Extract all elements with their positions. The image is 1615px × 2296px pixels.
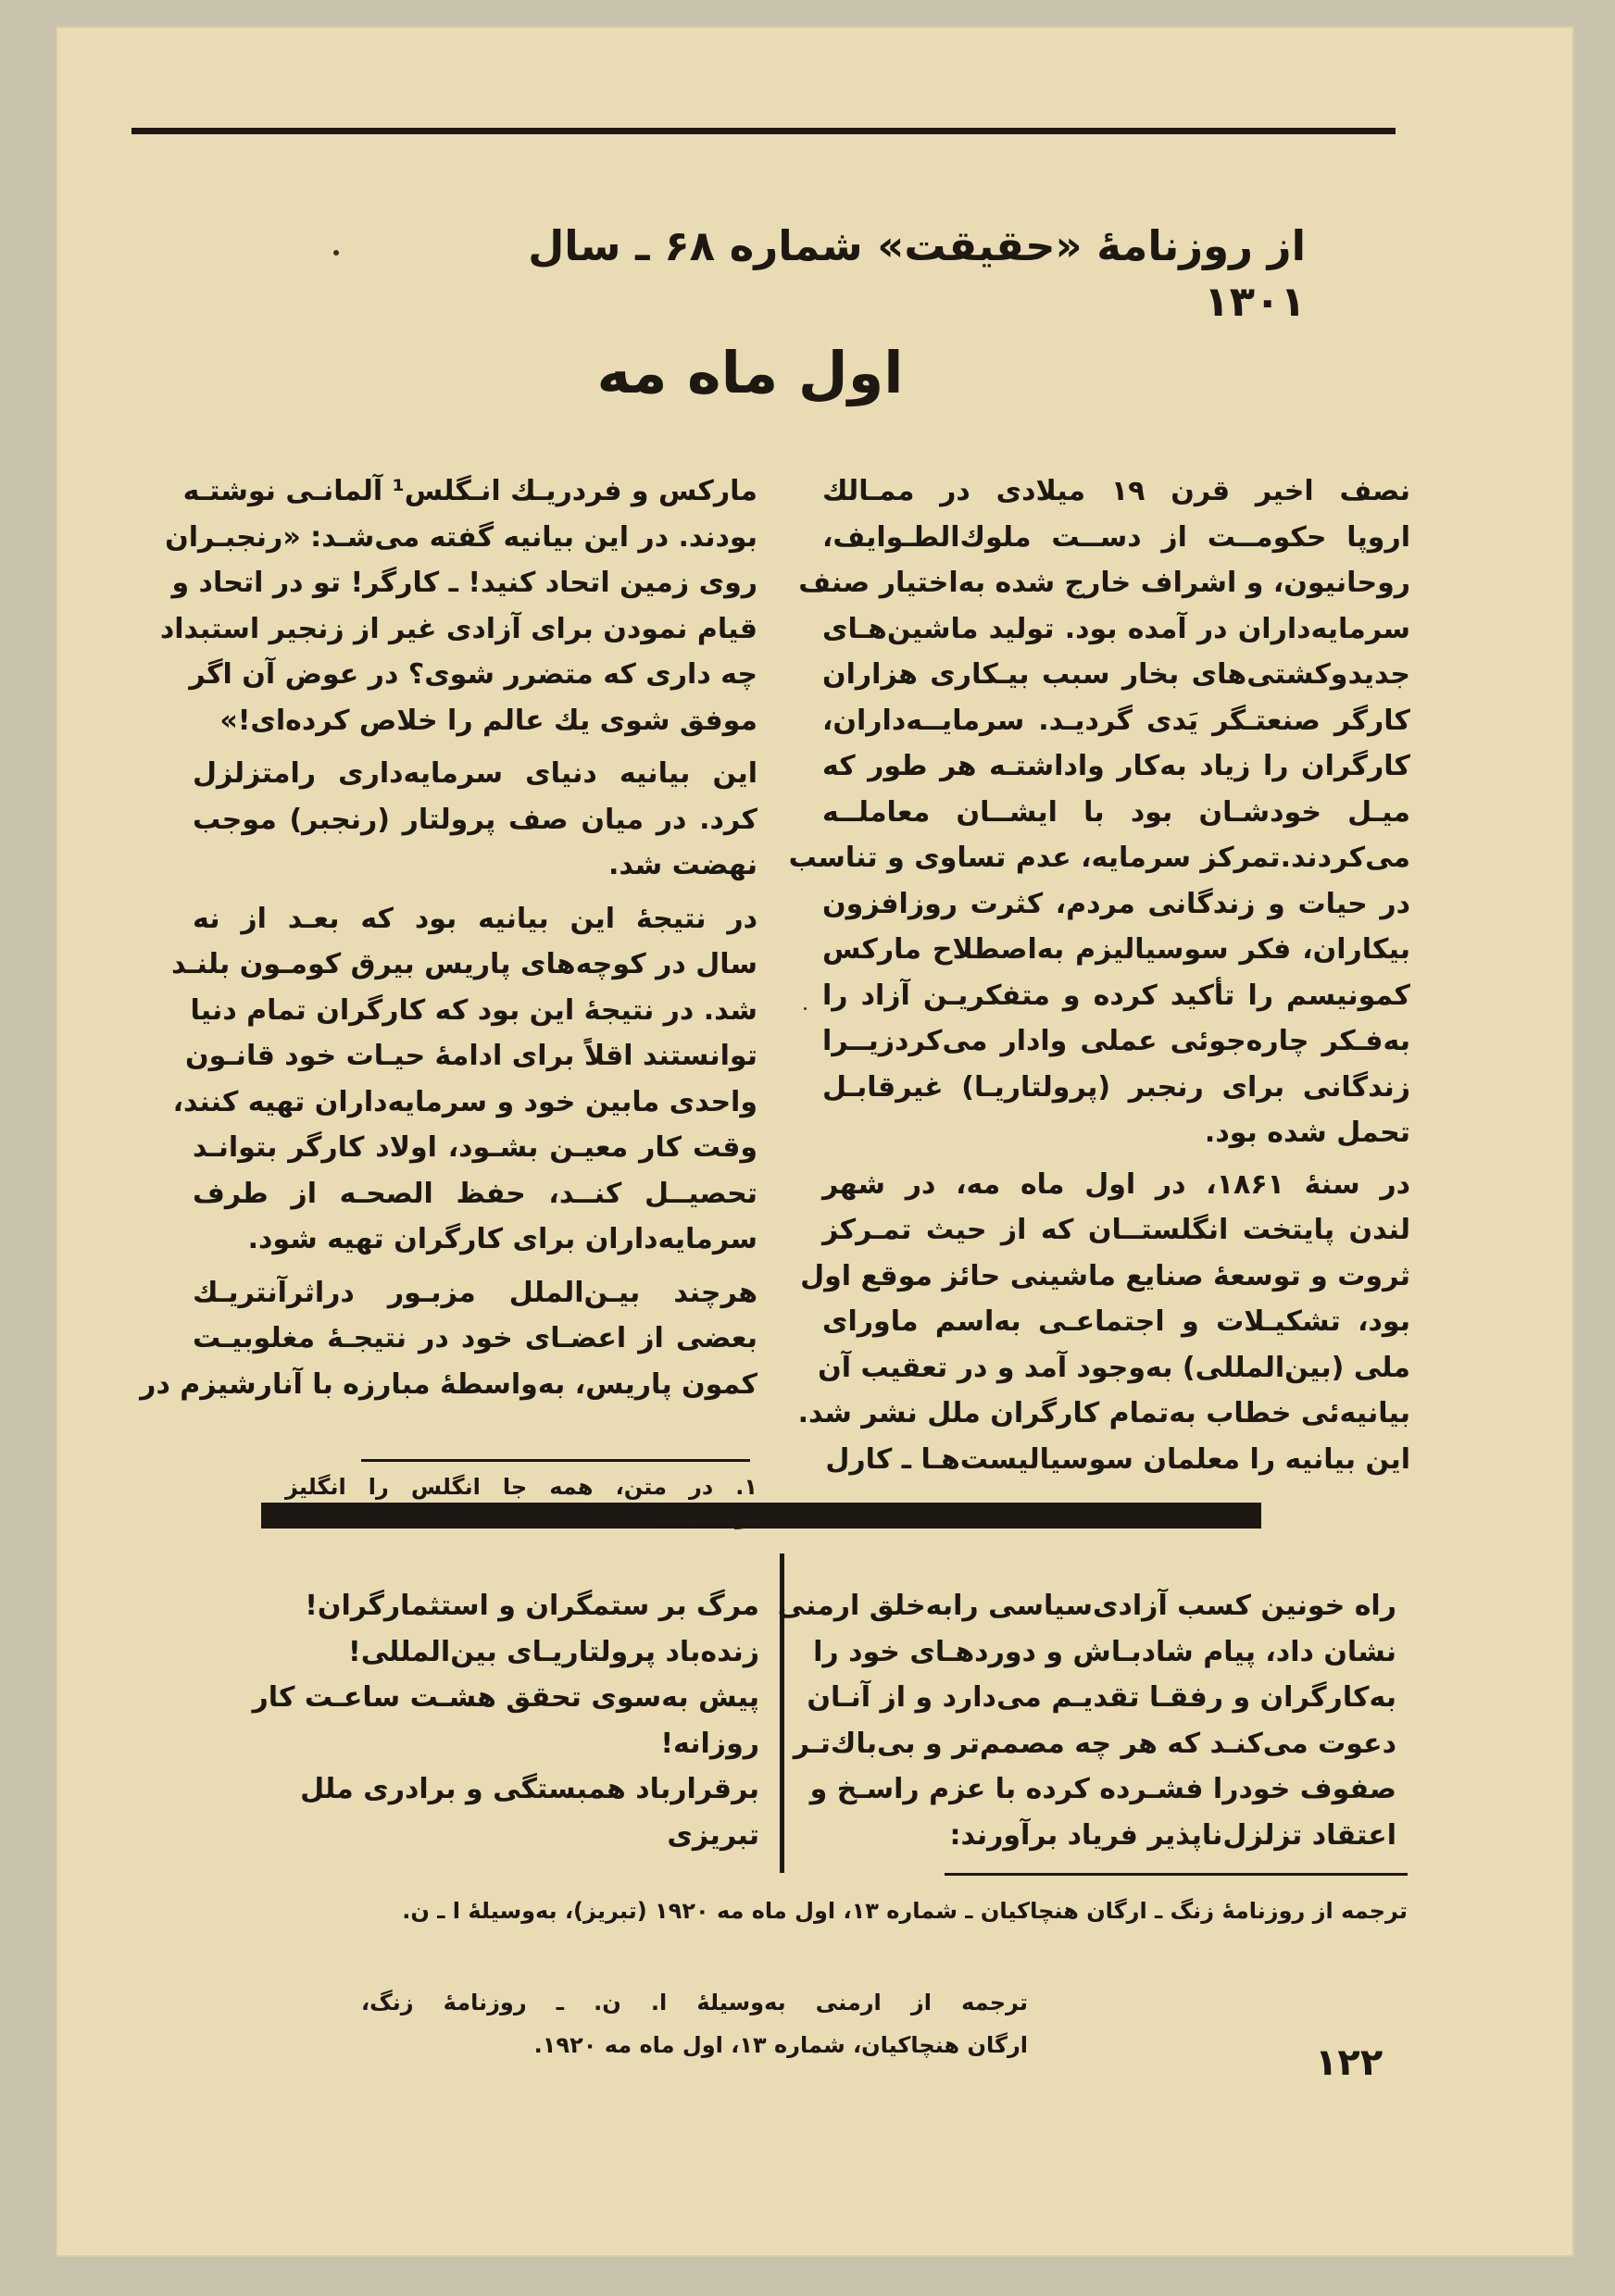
- text-line: برقرارباد همبستگی و برادری ملل: [300, 1773, 759, 1805]
- footnote: ۱. در متن، همه جا انگلس را انگلیز نوشته‌اند.: [285, 1474, 757, 1529]
- paragraph: [788, 468, 1410, 1156]
- text-line: مارکس و فردریـك انـگلس¹ آلمانـی نوشتـه: [182, 475, 757, 507]
- text-line: این بیانیه را معلمان سوسیالیست‌هـا ـ کارل: [825, 1442, 1410, 1476]
- text-line: تحمل شده بود.: [1204, 1117, 1410, 1149]
- text-line: می‌کردند.تمرکز سرمایه، عدم تساوی و تناسب: [788, 842, 1410, 874]
- text-line: کارگر صنعتـگر یَدی گردیـد. سرمایــه‌داران،: [822, 704, 1410, 737]
- page-sheet: [56, 26, 1574, 2257]
- text-line: موفق شوی یك عالم را خلاص کرده‌ای!»: [219, 704, 757, 737]
- text-line: زندگانی برای رنجبر (پرولتاریـا) غیرقابـل: [822, 1070, 1410, 1104]
- text-line: به‌فـکر چاره‌جوئی عملی وادار می‌کردزیــرا: [822, 1025, 1410, 1057]
- text-line: کمون پاریس، به‌واسطۀ مبارزه با آنارشیزم در: [140, 1367, 757, 1401]
- text-line: تحصیــل کنــد، حفظ الصحـه از طرف: [193, 1177, 757, 1210]
- text-line: جدیدوکشتی‌های بخار سبب بیـکاری هزاران: [822, 658, 1410, 691]
- bottom-left-text: [204, 1583, 759, 1858]
- text-line: صفوف خودرا فشـرده کرده با عزم راسـخ و: [809, 1773, 1396, 1805]
- translation-note-second: [361, 1981, 1028, 2066]
- text-line: کارگران را زیاد به‌کار واداشتـه هر طور که: [822, 750, 1410, 782]
- text-line: این بیانیه دنیای سرمایه‌داری رامتزلزل: [193, 757, 757, 790]
- text-line: ترجمه از ارمنی به‌وسیلۀ ا. ن. ـ روزنامۀ زنگ،: [361, 1990, 1028, 2015]
- top-rule: [131, 128, 1396, 134]
- text-line: در سنۀ ۱۸۶۱، در اول ماه مه، در شهر: [822, 1167, 1410, 1201]
- paragraph: [159, 468, 757, 743]
- text-line: در نتیجۀ این بیانیه بود که بعـد از نه: [193, 902, 757, 935]
- text-line: وقت کار معیـن بشـود، اولاد کارگر بتوانـد: [193, 1131, 757, 1164]
- paragraph: [797, 1162, 1410, 1483]
- text-line: اعتقاد تزلزل‌ناپذیر فریاد برآورند:: [949, 1818, 1396, 1852]
- paragraph: [170, 896, 757, 1263]
- text-line: نشان داد، پیام شادبـاش و دوردهـای خود را: [813, 1635, 1396, 1668]
- text-line: توانستند اقلاً برای ادامۀ حیـات خود قانـون: [185, 1040, 757, 1072]
- text-line: چه داری که متضرر شوی؟ در عوض آن اگر: [189, 658, 757, 691]
- text-line: بعضی از اعضـای خود در نتیجـۀ مغلوبیـت: [193, 1322, 757, 1354]
- text-line: ارگان هنچاکیان، شماره ۱۳، اول ماه مه ۱۹۲۰.: [533, 2032, 1028, 2058]
- text-line: بودند. در این بیانیه گفته می‌شـد: «رنجبـران: [165, 520, 757, 554]
- paragraph: [193, 751, 757, 889]
- text-line: پیش به‌سوی تحقق هشـت ساعـت کار: [252, 1681, 759, 1714]
- text-line: به‌کارگران و رفقـا تقدیـم می‌دارد و از آنـان: [807, 1681, 1396, 1714]
- slogans: [204, 1583, 759, 1813]
- signature: تبریزی: [667, 1818, 759, 1852]
- text-line: در حیات و زندگانی مردم، کثرت روزافزون: [822, 887, 1410, 920]
- text-line: واحدی مابین خود و سرمایه‌داران تهیه کنند،: [172, 1085, 757, 1118]
- footnote-rule: [361, 1459, 750, 1462]
- text-line: نصف اخیر قرن ۱۹ میلادی در ممـالك: [822, 475, 1410, 507]
- page-number: ۱۲۲: [1315, 2041, 1383, 2084]
- text-line: میـل خودشـان بود با ایشــان معاملــه: [822, 795, 1410, 829]
- ink-speck: [333, 250, 339, 256]
- text-line: دعوت می‌کنـد که هر چه مصمم‌تر و بی‌باك‌تـر: [793, 1727, 1396, 1760]
- left-column: [140, 468, 757, 1415]
- text-line: هرچند بیـن‌الملل مزبـور دراثرآنتریـك: [193, 1276, 757, 1309]
- text-line: روزانه!: [660, 1727, 759, 1760]
- text-line: قیام نمودن برای آزادی غیر از زنجیر استبداد: [159, 612, 757, 645]
- text-line: زنده‌باد پرولتاریـای بین‌المللی!: [348, 1635, 759, 1668]
- text-line: سال در کوچه‌های پاریس بیرق کومـون بلنـد: [170, 948, 757, 980]
- right-column: [788, 468, 1410, 1488]
- text-line: بیانیه‌ئی خطاب به‌تمام کارگران ملل نشر شد.: [797, 1397, 1410, 1429]
- ink-speck: [804, 1007, 807, 1010]
- text-line: روحانیون، و اشراف خارج شده به‌اختیار صنف: [798, 567, 1410, 599]
- source-line: از روزنامۀ «حقیقت» شماره ۶۸ ـ سال ۱۳۰۱: [528, 221, 1306, 326]
- text-line: ثروت و توسعۀ صنایع ماشینی حائز موقع اول: [800, 1259, 1410, 1292]
- text-line: راه خونین کسب آزادی‌سیاسی رابه‌خلق ارمنی: [777, 1590, 1396, 1622]
- text-line: اروپا حکومــت از دســت ملوك‌الطـوایف،: [822, 520, 1410, 554]
- translation-note: ترجمه از روزنامۀ زنگ ـ ارگان هنچاکیان ـ شماره ۱۳، اول ماه مه ۱۹۲۰ (تبریز)، به‌وسیلۀ ا ـ ن.: [402, 1898, 1408, 1924]
- bottom-rule: [945, 1873, 1408, 1876]
- text-line: کرد. در میان صف پرولتار (رنجبر) موجب: [193, 803, 757, 836]
- text-line: بیکاران، فکر سوسیالیزم به‌اصطلاح مارکس: [822, 933, 1410, 966]
- text-line: شد. در نتیجۀ این بود که کارگران تمام دنیا: [190, 993, 757, 1027]
- text-line: ملی (بین‌المللی) به‌وجود آمد و در تعقیب آن: [818, 1351, 1410, 1384]
- paragraph: [140, 1270, 757, 1408]
- text-line: سرمایه‌داران در آمده بود. تولید ماشین‌هـای: [822, 612, 1410, 645]
- text-line: مرگ بر ستمگران و استثمارگران!: [305, 1590, 759, 1622]
- text-line: سرمایه‌داران برای کارگران تهیه شود.: [247, 1223, 757, 1255]
- text-line: روی زمین اتحاد کنید! ـ کارگر! تو در اتحاد و: [171, 567, 757, 599]
- text-line: کمونیسم را تأکید کرده و متفکریـن آزاد را: [822, 979, 1410, 1012]
- text-line: نهضت شد.: [607, 849, 757, 881]
- page-title: اول ماه مه: [596, 339, 904, 406]
- bottom-right-text: [777, 1583, 1396, 1858]
- text-line: لندن پایتخت انگلستــان که از حیث تمـرکز: [822, 1214, 1410, 1246]
- text-line: بود، تشکیـلات و اجتماعـی به‌اسم ماورای: [822, 1305, 1410, 1338]
